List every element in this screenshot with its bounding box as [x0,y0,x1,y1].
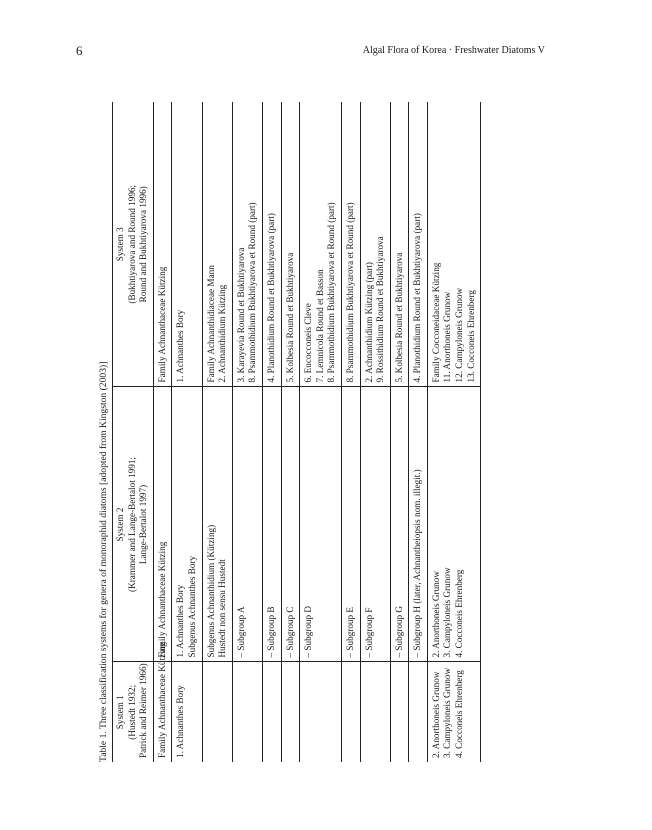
cell [262,662,281,762]
cell-text: – Subgroup B [265,606,276,658]
header-title: System 1 [115,695,125,730]
cell-text: 3. Campyloneis Grunow [442,567,453,658]
cell [300,102,342,387]
cell [262,102,281,387]
cell-text: 8. Psammothidium Bukhtiyarova et Round (part) [326,202,337,383]
rotated-table-frame [98,102,543,762]
cell-text: – Subgroup G [393,605,404,658]
cell-text: 3. Karayevia Round et Bukhtiyarova [235,247,246,383]
page-number: 6 [76,43,83,58]
header-source: (Hustedt 1932; [126,684,137,740]
cell-text: 12. Campyloneis Grunow [454,287,465,383]
cell-text: 1. Achnanthes Bory [175,309,186,383]
cell [390,662,409,762]
cell [300,662,342,762]
table-row [300,102,342,762]
table-row [262,102,281,762]
cell-text: – Subgroup C [284,606,295,658]
cell-text: 3. Campyloneis Grunow [442,667,453,758]
cell [172,102,202,387]
cell-text: 11. Anorthoneis Grunow [442,291,453,383]
header-source: Round and Bukhtiyarova 1996) [138,186,149,303]
header-row [113,102,154,762]
cell-text: 4. Planothidium Round et Bukhtiyarova (part) [412,213,423,383]
cell-text: – Subgroup H (later, Achnantheiopsis nom. illegit.) [412,469,423,658]
table-row [409,102,428,762]
cell-text: 4. Planothidium Round et Bukhtiyarova (part) [265,213,276,383]
cell-text: Family Achnanthaceae Kützing [156,266,167,383]
cell-text: – Subgroup D [303,605,314,658]
cell [360,662,390,762]
cell [202,102,232,387]
classification-table [112,102,481,762]
header-source: (Bukhtiyarova and Round 1996; [126,184,137,304]
cell-text: 2. Anorthoneis Grunow [430,671,441,758]
header-system-1 [113,662,154,762]
cell-text: – Subgroup E [344,606,355,658]
cell-text: 2. Anorthoneis Grunow [430,570,441,658]
cell-text: 2. Achnanthidium Kützing [217,284,228,383]
cell-text: Hustedt non sensu Hustedt [217,559,228,658]
cell [341,387,360,662]
cell-text: 6. Eucocconeis Cleve [303,303,314,383]
cell-text: – Subgroup F [363,607,374,658]
cell [427,102,480,387]
cell [202,387,232,662]
cell [172,662,202,762]
table-row [427,102,480,762]
cell [281,662,300,762]
cell-text: Subgenus Achnanthidium (Kützing) [205,524,216,658]
header-title: System 2 [115,507,125,542]
running-head: Algal Flora of Korea · Freshwater Diatoms V [362,45,545,56]
cell [409,102,428,387]
cell-text: 2. Achnanthidium Kützing (part) [363,262,374,383]
cell [341,102,360,387]
cell-text: 8. Psammothidium Bukhtiyarova et Round (part) [247,202,258,383]
cell [427,387,480,662]
cell-text: 8. Psammothidium Bukhtiyarova et Round (part) [344,202,355,383]
cell [153,642,172,762]
cell [341,662,360,762]
cell-text: 5. Kolbesia Round et Bukhtiyarova [284,252,295,383]
header-source: (Krammer and Lange-Bertalot 1991; [126,457,137,592]
header-system-2 [113,387,154,662]
header-system-3 [113,102,154,387]
cell [153,102,172,387]
cell [281,387,300,662]
cell [360,387,390,662]
cell-text: 4. Cocconeis Ehrenberg [454,670,465,758]
cell [262,387,281,662]
header-source: Patrick and Reimer 1966) [138,663,149,758]
cell-text: 13. Cocconeis Ehrenberg [465,290,476,383]
cell [300,387,342,662]
cell-text: 4. Cocconeis Ehrenberg [454,569,465,658]
cell [232,387,262,662]
rotated-table-content [98,102,543,762]
cell-text: 9. Rossithidium Round et Bukhtiyarova [375,236,386,383]
cell [202,662,232,762]
cell-text: Family Achnanthidiaceae Mann [205,265,216,383]
header-title: System 3 [115,227,125,262]
cell-text: Family Achnanthaceae Kützing [156,642,167,758]
cell [390,387,409,662]
cell [409,387,428,662]
cell [232,662,262,762]
table-row [202,102,232,762]
cell-text: 7. Lemnicola Round et Basson [314,269,325,383]
table-row [390,102,409,762]
cell-text: Family Cocconeidaceae Kützing [430,262,441,383]
table-row [281,102,300,762]
cell [427,662,480,762]
table-caption: Table 1. Three classification systems for genera of monoraphid diatoms [adopted from Kingston (2003)] [98,361,109,762]
cell [409,662,428,762]
table-row [172,102,202,762]
cell [281,102,300,387]
cell [153,387,172,662]
table-row [360,102,390,762]
cell [390,102,409,387]
cell-text: – Subgroup A [235,606,246,658]
table-row [153,102,172,762]
cell-text: Subgenus Achnanthes Bory [186,555,197,658]
cell [172,387,202,662]
header-source: Lange-Bertalot 1997) [138,484,149,565]
cell-text: Family Achnanthaceae Kützing [156,541,167,658]
table-row [232,102,262,762]
cell-text: 1. Achnanthes Bory [175,584,186,658]
cell [232,102,262,387]
cell-text: 5. Kolbesia Round et Bukhtiyarova [393,252,404,383]
cell-text: 1. Achnanthes Bory [175,685,186,758]
table-row [341,102,360,762]
cell [360,102,390,387]
